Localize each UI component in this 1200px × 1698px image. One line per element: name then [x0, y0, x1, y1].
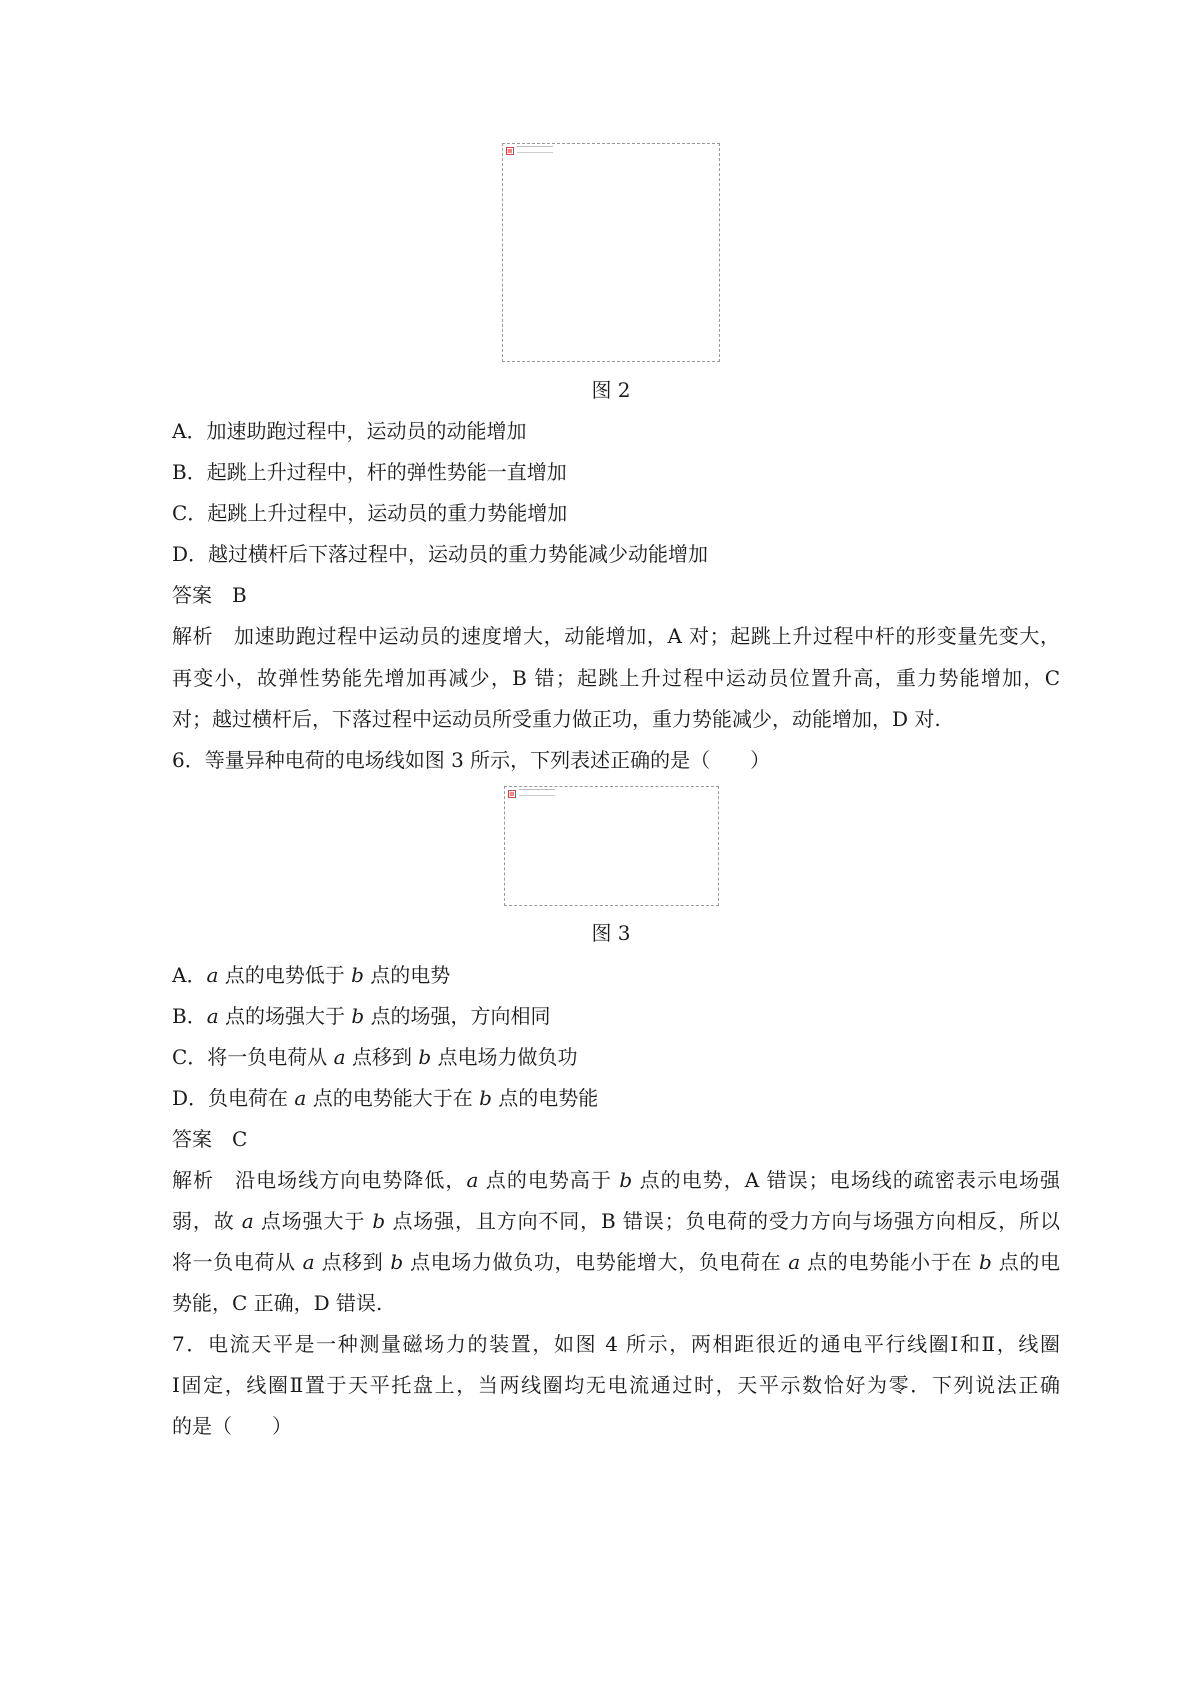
- text: 点的场强大于: [218, 1004, 352, 1028]
- q6-option-d: [172, 1085, 598, 1111]
- text: 点的电势能大于在: [306, 1086, 480, 1110]
- text: 点移到: [314, 1250, 391, 1274]
- q6-option-a: [172, 962, 450, 988]
- text: 点场强，且方向不同，B 错误；负电荷的受力方向与场强方向相反，所以: [385, 1209, 1060, 1233]
- text: 弱，故: [172, 1209, 242, 1233]
- q5-analysis-line-2: 再变小，故弹性势能先增加再减少，B 错；起跳上升过程中运动员位置升高，重力势能增加，C: [172, 666, 1060, 690]
- text: A．: [172, 963, 207, 987]
- text: C．将一负电荷从: [172, 1045, 334, 1069]
- q6-option-c: [172, 1044, 578, 1070]
- var-b: b: [619, 1168, 633, 1192]
- q7-question-line-3: 的是（ ）: [172, 1414, 292, 1438]
- var-a: a: [333, 1045, 346, 1069]
- text: 点的场强，方向相同: [364, 1004, 551, 1028]
- broken-image-icon: [506, 147, 514, 155]
- var-a: a: [466, 1168, 479, 1192]
- q6-analysis-line-3: [172, 1249, 1060, 1275]
- q6-analysis-line-2: [172, 1208, 1060, 1234]
- text: 点电场力做负功: [431, 1045, 578, 1069]
- figure-2-image: [502, 143, 720, 362]
- broken-image-icon: [508, 790, 516, 798]
- text: 点的电势能: [491, 1086, 599, 1110]
- var-b: b: [372, 1209, 386, 1233]
- text: 点电场力做负功，电势能增大，负电荷在: [403, 1250, 789, 1274]
- var-b: b: [390, 1250, 404, 1274]
- q6-analysis-line-4: [172, 1290, 382, 1316]
- q5-option-d: D．越过横杆后下落过程中，运动员的重力势能减少动能增加: [172, 542, 709, 566]
- figure-3-caption: 图 3: [591, 921, 631, 945]
- var-b: b: [351, 963, 364, 987]
- var-b: b: [979, 1250, 992, 1274]
- image-alt-placeholder: [519, 789, 555, 796]
- q6-answer: 答案 C: [172, 1127, 248, 1151]
- var-a: a: [788, 1250, 801, 1274]
- var-b: b: [351, 1004, 365, 1028]
- q5-answer: 答案 B: [172, 583, 247, 607]
- text: 点移到: [345, 1045, 419, 1069]
- text: 点的电势，A 错误；电场线的疏密表示电场强: [632, 1168, 1060, 1192]
- figure-3-image: [504, 786, 719, 906]
- var-b: b: [479, 1086, 492, 1110]
- q5-option-a: A．加速助跑过程中，运动员的动能增加: [172, 419, 527, 443]
- var-a: a: [241, 1209, 254, 1233]
- text: 将一负电荷从: [172, 1250, 303, 1274]
- text: D．负电荷在: [172, 1086, 295, 1110]
- text: 点场强大于: [253, 1209, 373, 1233]
- image-alt-placeholder: [517, 146, 553, 153]
- text: 点的电势高于: [478, 1168, 620, 1192]
- text: 点的电势能小于在: [800, 1250, 979, 1274]
- text: 点的电势低于: [218, 963, 352, 987]
- q7-question-line-1: 7．电流天平是一种测量磁场力的装置，如图 4 所示，两相距很近的通电平行线圈Ⅰ和Ⅱ，线圈: [172, 1332, 1060, 1356]
- q7-question-line-2: Ⅰ固定，线圈Ⅱ置于天平托盘上，当两线圈均无电流通过时，天平示数恰好为零．下列说法正确: [172, 1373, 1060, 1397]
- q5-option-c: C．起跳上升过程中，运动员的重力势能增加: [172, 501, 568, 525]
- q5-analysis-line-1: 解析 加速助跑过程中运动员的速度增大，动能增加，A 对；起跳上升过程中杆的形变量先变大，: [172, 624, 1060, 648]
- text: 解析 沿电场线方向电势降低，: [172, 1168, 467, 1192]
- q6-option-b: [172, 1003, 551, 1029]
- figure-2-caption: 图 2: [591, 378, 631, 402]
- q5-analysis-line-3: 对；越过横杆后，下落过程中运动员所受重力做正功，重力势能减少，动能增加，D 对.: [172, 707, 941, 731]
- text: B．: [172, 1004, 207, 1028]
- text: 点的电: [991, 1250, 1061, 1274]
- var-a: a: [206, 1004, 219, 1028]
- q6-analysis-line-1: [172, 1167, 1060, 1193]
- var-a: a: [206, 963, 219, 987]
- text: 势能，C 正确，D 错误.: [172, 1291, 383, 1315]
- q6-question: 6．等量异种电荷的电场线如图 3 所示，下列表述正确的是（ ）: [172, 748, 771, 772]
- var-a: a: [302, 1250, 315, 1274]
- q5-option-b: B．起跳上升过程中，杆的弹性势能一直增加: [172, 460, 567, 484]
- text: 点的电势: [363, 963, 451, 987]
- var-b: b: [418, 1045, 432, 1069]
- var-a: a: [294, 1086, 307, 1110]
